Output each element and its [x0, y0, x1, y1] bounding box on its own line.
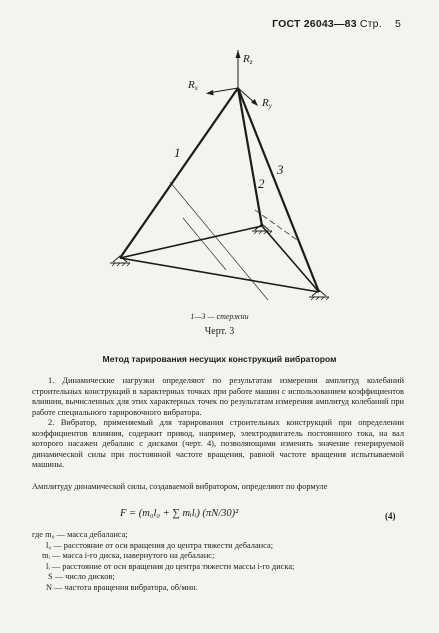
bar-3: [238, 88, 319, 292]
ry-label: Ry: [262, 97, 272, 110]
page-number: 5: [394, 18, 401, 30]
paragraph-1: 1. Динамические нагрузки определяют по результатам измерения амплитуд колебаний строительных конструкций в характерных точках при работе машин с использованием коэффициентов влияния, вычисленных для этих характерных точек по результатам измерения амплитуд колебаний при работе специального тарировочного вибратора.: [32, 376, 404, 417]
rx-label: Rx: [188, 79, 198, 92]
bar-2-label: 2: [258, 176, 265, 191]
definition-item: S — число дисков;: [48, 572, 115, 582]
paragraph-2: 2. Вибратор, применяемый для тарирования строительных конструкций при определении коэффициентов влияния, содержит привод, например, электродвигатель постоянного тока, на вал которого насажен дебаланс с дисками (черт. 4), позволяющими изменять значение генерируемой динамической силы при постоянной частоте вращения, равной частоте вращения испытываемой машины.: [32, 418, 404, 469]
page-label: Стр.: [359, 18, 382, 30]
bar-2: [238, 88, 262, 226]
construction-line: [170, 182, 268, 300]
section-title: Метод тарирования несущих конструкций вибратором: [102, 354, 337, 364]
definition-item: mᵢ — масса i-го диска, навернутого на дебаланс;: [42, 551, 215, 561]
definition-item: l₀ — расстояние от оси вращения до центра тяжести дебаланса;: [46, 540, 274, 550]
standard-number: ГОСТ 26043—83: [272, 18, 357, 30]
formula-number: (4): [385, 511, 396, 521]
construction-line: [183, 218, 226, 270]
rz-label: Rz: [243, 53, 253, 66]
figure-label: Черт. 3: [204, 326, 235, 337]
figure-caption: 1—3 — стержни: [190, 312, 249, 321]
bar-1-label: 1: [174, 145, 181, 160]
definition-item: N — частота вращения вибратора, об/мин.: [46, 582, 198, 592]
definition-item: где m₀ — масса дебаланса;: [32, 530, 128, 539]
definitions-list: [32, 530, 412, 594]
paragraph-3: Амплитуду динамической силы, создаваемой вибратором, определяют по формуле: [32, 482, 328, 491]
formula-expression: F = (m₀l₀ + ∑ mᵢlᵢ) (πN/30)²: [120, 508, 239, 519]
bar-1: [120, 88, 238, 258]
rz-arrow: [236, 50, 241, 58]
formula-block: [0, 502, 439, 532]
bar-3-label: 3: [277, 162, 284, 177]
definition-item: lᵢ — расстояние от оси вращения до центра тяжести массы i-го диска;: [46, 561, 295, 571]
